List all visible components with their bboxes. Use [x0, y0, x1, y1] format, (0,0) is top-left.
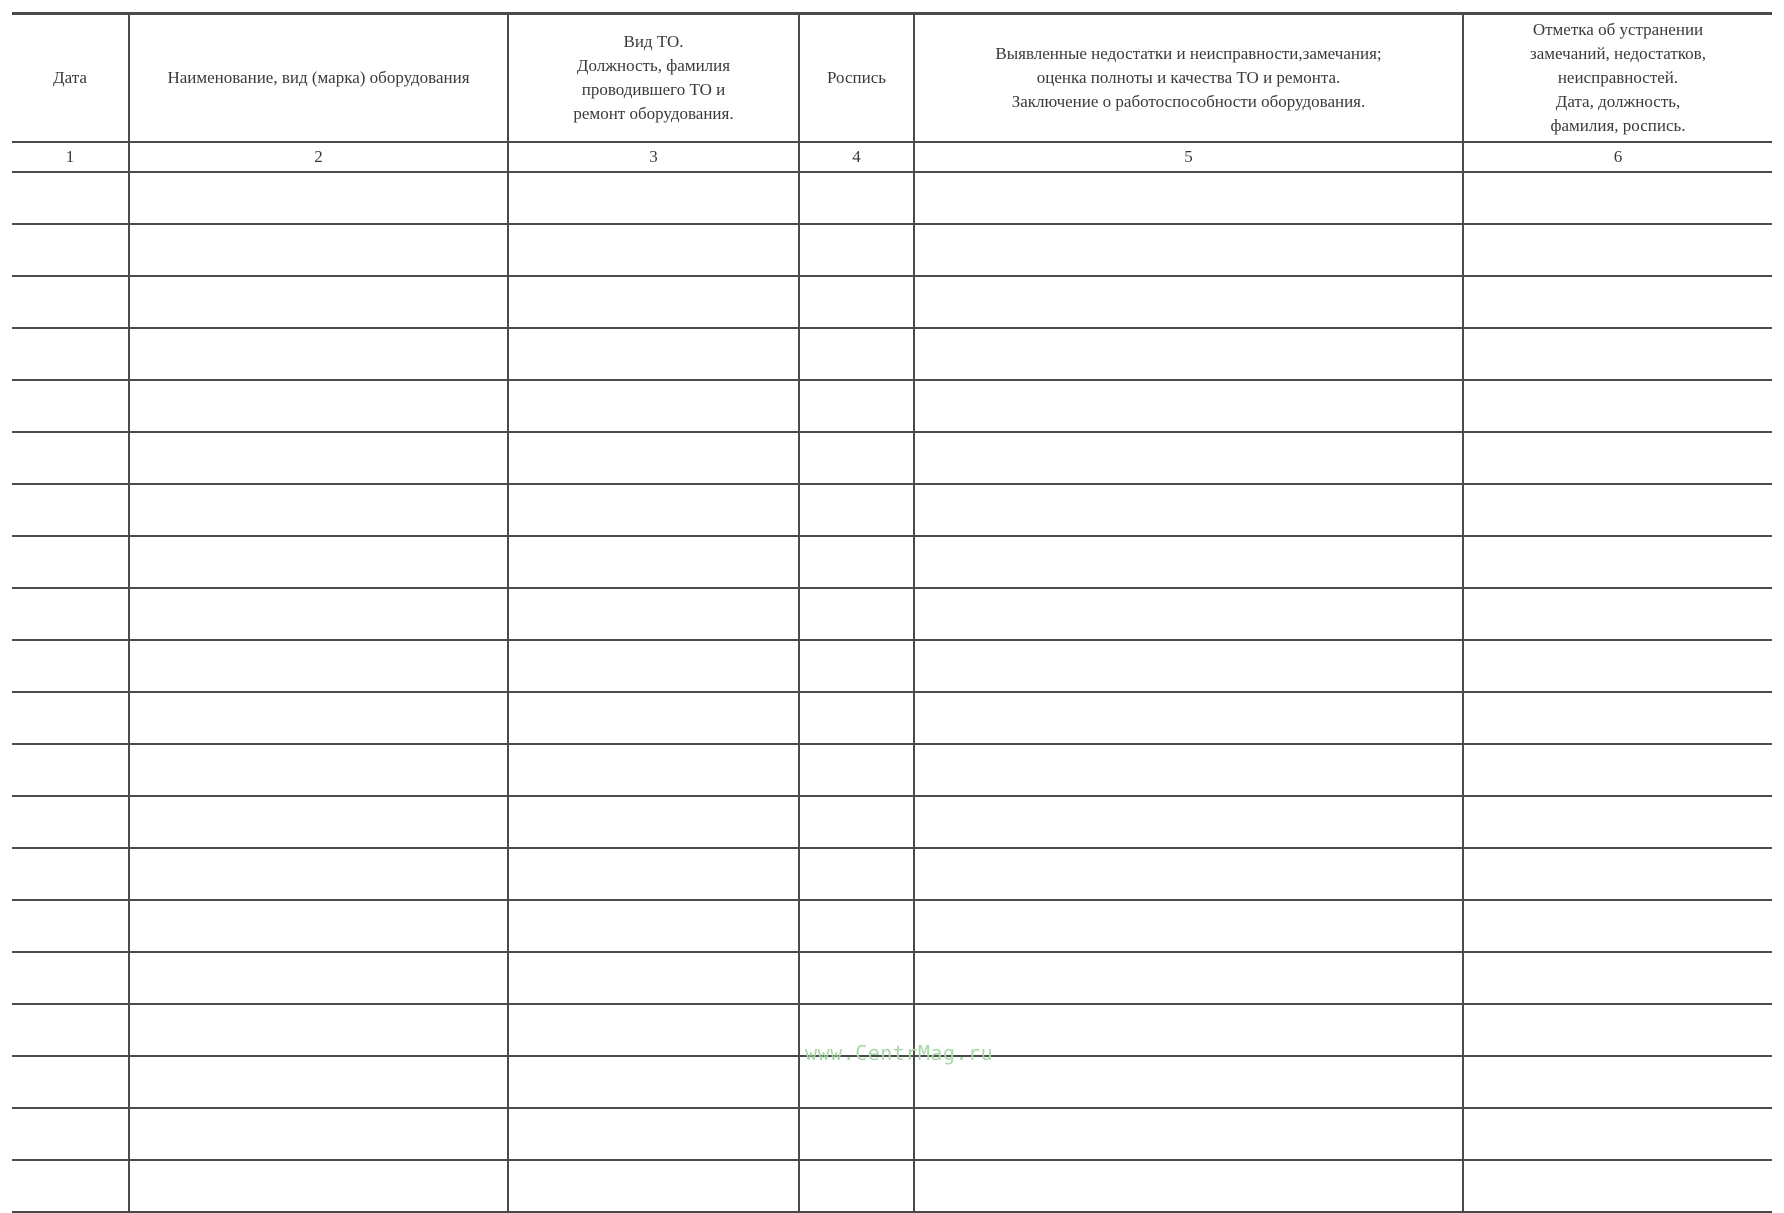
table-cell[interactable] — [914, 1004, 1463, 1056]
table-cell[interactable] — [799, 640, 914, 692]
table-cell[interactable] — [12, 900, 129, 952]
table-cell[interactable] — [12, 848, 129, 900]
table-cell[interactable] — [914, 432, 1463, 484]
table-cell[interactable] — [1463, 432, 1772, 484]
table-cell[interactable] — [914, 796, 1463, 848]
table-cell[interactable] — [799, 796, 914, 848]
table-cell[interactable] — [914, 692, 1463, 744]
table-cell[interactable] — [799, 588, 914, 640]
table-cell[interactable] — [1463, 1108, 1772, 1160]
table-cell[interactable] — [1463, 328, 1772, 380]
table-cell[interactable] — [508, 848, 799, 900]
table-cell[interactable] — [914, 536, 1463, 588]
table-cell[interactable] — [914, 952, 1463, 1004]
table-cell[interactable] — [799, 380, 914, 432]
table-row — [12, 900, 1772, 952]
table-row — [12, 1108, 1772, 1160]
column-number: 5 — [914, 142, 1463, 172]
table-row — [12, 432, 1772, 484]
table-row — [12, 172, 1772, 224]
table-cell[interactable] — [914, 1160, 1463, 1212]
column-number-row — [12, 142, 1772, 172]
column-number: 3 — [508, 142, 799, 172]
table-cell[interactable] — [12, 1108, 129, 1160]
header-signature: Роспись — [799, 14, 914, 143]
table-cell[interactable] — [508, 1056, 799, 1108]
maintenance-log-table — [12, 12, 1772, 1213]
table-cell[interactable] — [129, 796, 508, 848]
table-cell[interactable] — [914, 172, 1463, 224]
table-cell[interactable] — [129, 172, 508, 224]
table-row — [12, 744, 1772, 796]
table-cell[interactable] — [508, 224, 799, 276]
table-cell[interactable] — [129, 380, 508, 432]
table-row — [12, 1160, 1772, 1212]
table-cell[interactable] — [1463, 848, 1772, 900]
table-cell[interactable] — [914, 848, 1463, 900]
table-cell[interactable] — [508, 172, 799, 224]
table-cell[interactable] — [12, 276, 129, 328]
table-cell[interactable] — [508, 328, 799, 380]
table-cell[interactable] — [12, 536, 129, 588]
table-cell[interactable] — [914, 484, 1463, 536]
header-row — [12, 14, 1772, 143]
table-cell[interactable] — [799, 900, 914, 952]
table-cell[interactable] — [508, 380, 799, 432]
column-number: 2 — [129, 142, 508, 172]
table-cell[interactable] — [12, 796, 129, 848]
table-cell[interactable] — [1463, 900, 1772, 952]
table-cell[interactable] — [508, 744, 799, 796]
table-cell[interactable] — [508, 536, 799, 588]
table-cell[interactable] — [508, 1160, 799, 1212]
table-cell[interactable] — [508, 952, 799, 1004]
table-cell[interactable] — [129, 588, 508, 640]
table-cell[interactable] — [799, 1108, 914, 1160]
table-cell[interactable] — [12, 1160, 129, 1212]
watermark: www.CentrMag.ru — [805, 1041, 994, 1065]
table-cell[interactable] — [129, 1056, 508, 1108]
table-cell[interactable] — [129, 692, 508, 744]
header-equipment-name: Наименование, вид (марка) оборудования — [129, 14, 508, 143]
table-cell[interactable] — [914, 900, 1463, 952]
table-row — [12, 484, 1772, 536]
table-cell[interactable] — [799, 224, 914, 276]
table-cell[interactable] — [1463, 276, 1772, 328]
column-number: 4 — [799, 142, 914, 172]
table-cell[interactable] — [129, 1004, 508, 1056]
table-cell[interactable] — [508, 1004, 799, 1056]
table-cell[interactable] — [914, 224, 1463, 276]
table-row — [12, 848, 1772, 900]
table-cell[interactable] — [508, 276, 799, 328]
table-row — [12, 796, 1772, 848]
table-cell[interactable] — [799, 172, 914, 224]
table-row — [12, 380, 1772, 432]
table-cell[interactable] — [12, 1004, 129, 1056]
table-row — [12, 640, 1772, 692]
table-cell[interactable] — [12, 328, 129, 380]
header-maintenance-type: Вид ТО. Должность, фамилия проводившего ТО и ремонт оборудования. — [508, 14, 799, 143]
table-cell[interactable] — [914, 588, 1463, 640]
table-cell[interactable] — [799, 276, 914, 328]
table-cell[interactable] — [129, 328, 508, 380]
table-cell[interactable] — [508, 900, 799, 952]
table-cell[interactable] — [1463, 640, 1772, 692]
table-row — [12, 692, 1772, 744]
table-cell[interactable] — [799, 536, 914, 588]
table-row — [12, 328, 1772, 380]
table-cell[interactable] — [12, 692, 129, 744]
table-cell[interactable] — [1463, 1056, 1772, 1108]
table-row — [12, 952, 1772, 1004]
table-cell[interactable] — [914, 1108, 1463, 1160]
table-cell[interactable] — [129, 744, 508, 796]
column-number: 6 — [1463, 142, 1772, 172]
table-cell[interactable] — [129, 276, 508, 328]
table-cell[interactable] — [129, 536, 508, 588]
table-row — [12, 276, 1772, 328]
table-cell[interactable] — [508, 1108, 799, 1160]
table-cell[interactable] — [508, 484, 799, 536]
table-cell[interactable] — [12, 640, 129, 692]
table-cell[interactable] — [508, 588, 799, 640]
table-cell[interactable] — [914, 744, 1463, 796]
table-cell[interactable] — [129, 900, 508, 952]
table-cell[interactable] — [799, 1160, 914, 1212]
table-cell[interactable] — [799, 952, 914, 1004]
table-cell[interactable] — [914, 276, 1463, 328]
table-cell[interactable] — [129, 224, 508, 276]
table-cell[interactable] — [1463, 172, 1772, 224]
table-cell[interactable] — [799, 328, 914, 380]
table-cell[interactable] — [129, 848, 508, 900]
table-cell[interactable] — [1463, 588, 1772, 640]
table-cell[interactable] — [12, 224, 129, 276]
table-cell[interactable] — [129, 484, 508, 536]
table-row — [12, 224, 1772, 276]
table-cell[interactable] — [129, 640, 508, 692]
header-date: Дата — [12, 14, 129, 143]
table-cell[interactable] — [1463, 224, 1772, 276]
table-cell[interactable] — [914, 380, 1463, 432]
table-cell[interactable] — [508, 692, 799, 744]
table-cell[interactable] — [12, 952, 129, 1004]
table-row — [12, 536, 1772, 588]
table-cell[interactable] — [799, 848, 914, 900]
table-cell[interactable] — [508, 640, 799, 692]
table-cell[interactable] — [12, 744, 129, 796]
table-cell[interactable] — [508, 796, 799, 848]
table-cell[interactable] — [12, 380, 129, 432]
table-cell[interactable] — [1463, 1160, 1772, 1212]
table-cell[interactable] — [12, 1056, 129, 1108]
table-cell[interactable] — [914, 328, 1463, 380]
table-cell[interactable] — [1463, 692, 1772, 744]
column-number: 1 — [12, 142, 129, 172]
header-elimination-mark: Отметка об устранении замечаний, недостатков, неисправностей. Дата, должность, фамилия, роспись. — [1463, 14, 1772, 143]
table-cell[interactable] — [1463, 796, 1772, 848]
table-cell[interactable] — [129, 952, 508, 1004]
table-cell[interactable] — [129, 432, 508, 484]
table-cell[interactable] — [129, 1160, 508, 1212]
table-cell[interactable] — [1463, 744, 1772, 796]
table-cell[interactable] — [799, 744, 914, 796]
table-cell[interactable] — [12, 172, 129, 224]
table-cell[interactable] — [12, 484, 129, 536]
table-cell[interactable] — [799, 432, 914, 484]
table-cell[interactable] — [1463, 536, 1772, 588]
table-cell[interactable] — [1463, 380, 1772, 432]
table-cell[interactable] — [12, 588, 129, 640]
header-defects: Выявленные недостатки и неисправности,замечания; оценка полноты и качества ТО и ремонта. Заключение о работоспособности оборудования. — [914, 14, 1463, 143]
table-row — [12, 588, 1772, 640]
table-cell[interactable] — [1463, 1004, 1772, 1056]
table-cell[interactable] — [1463, 952, 1772, 1004]
table-cell[interactable] — [914, 640, 1463, 692]
table-cell[interactable] — [12, 432, 129, 484]
table-cell[interactable] — [914, 1056, 1463, 1108]
table-cell[interactable] — [129, 1108, 508, 1160]
table-cell[interactable] — [1463, 484, 1772, 536]
table-cell[interactable] — [799, 692, 914, 744]
table-cell[interactable] — [799, 484, 914, 536]
table-cell[interactable] — [508, 432, 799, 484]
